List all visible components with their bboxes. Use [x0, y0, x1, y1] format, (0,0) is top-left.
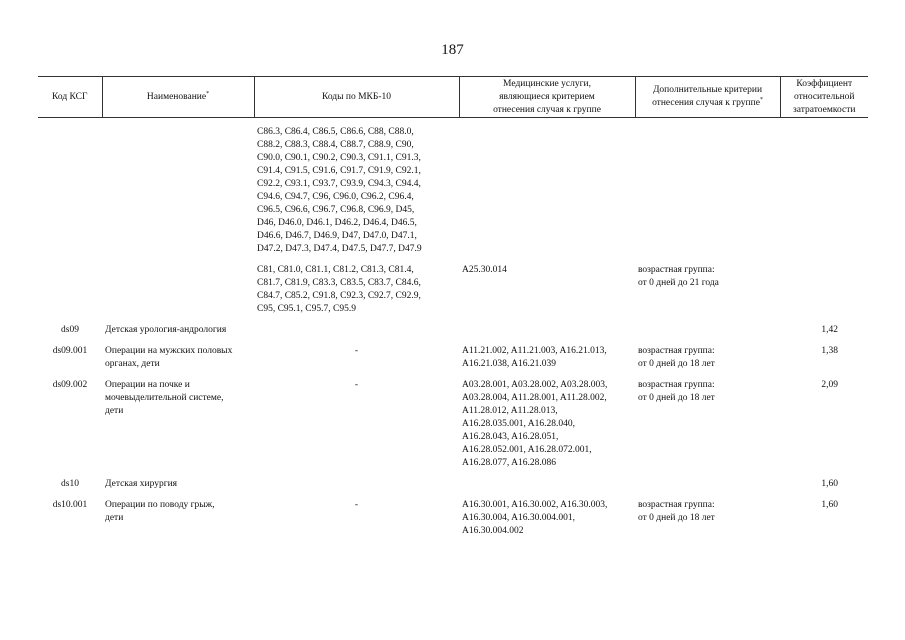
- cell-line: от 0 дней до 18 лет: [638, 359, 715, 369]
- cell-line: D46.6, D46.7, D46.9, D47, D47.0, D47.1,: [257, 231, 417, 241]
- cell-line: C90.0, C90.1, C90.2, C90.3, C91.1, C91.3,: [257, 153, 421, 163]
- cell-services: [459, 379, 635, 470]
- header-services: Медицинские услуги, являющиеся критерием отнесения случая к группе: [459, 77, 635, 118]
- table-spacer: [38, 371, 868, 379]
- cell-line: -: [354, 346, 359, 356]
- cell-criteria: [635, 126, 780, 256]
- cell-code: ds10.001: [52, 500, 88, 510]
- cell-line: дети: [105, 406, 124, 416]
- table-spacer: [38, 538, 868, 546]
- table-row: [38, 126, 868, 256]
- cell-line: мочевыделительной системе,: [105, 393, 224, 403]
- cell-criteria: [635, 499, 780, 538]
- header-mkb: Коды по МКБ-10: [254, 77, 459, 118]
- cell-line: A03.28.001, A03.28.002, A03.28.003,: [462, 380, 608, 390]
- cell-name: [102, 478, 254, 491]
- table-spacer: [38, 118, 868, 127]
- cell-line: A16.28.043, A16.28.051,: [462, 432, 559, 442]
- header-name: Наименование*: [102, 77, 254, 118]
- cell-line: C96.5, C96.6, C96.7, C96.8, C96.9, D45,: [257, 205, 415, 215]
- cell-coef: [780, 264, 868, 316]
- table-row: [38, 324, 868, 337]
- cell-line: Операции на почке и: [105, 380, 190, 390]
- cell-name: [102, 499, 254, 538]
- cell-criteria: [635, 379, 780, 470]
- cell-line: A16.28.035.001, A16.28.040,: [462, 419, 575, 429]
- page-number: 187: [441, 42, 464, 58]
- header-criteria: Дополнительные критерии отнесения случая к группе*: [635, 77, 780, 118]
- table-row: [38, 379, 868, 470]
- cell-line: возрастная группа:: [638, 500, 715, 510]
- cell-line: Операции на мужских половых: [105, 346, 233, 356]
- table-spacer: [38, 337, 868, 345]
- cell-line: Детская урология-андрология: [105, 325, 227, 335]
- cell-coef: 2,09: [821, 380, 838, 390]
- cell-criteria: [635, 478, 780, 491]
- cell-line: A16.30.004.002: [462, 526, 524, 536]
- cell-code: ds09: [61, 325, 79, 335]
- cell-line: A16.28.052.001, A16.28.072.001,: [462, 445, 592, 455]
- cell-name: [102, 345, 254, 371]
- cell-name: [102, 324, 254, 337]
- header-code: Код КСГ: [38, 77, 102, 118]
- table-spacer: [38, 316, 868, 324]
- cell-mkb: [254, 324, 459, 337]
- cell-criteria: [635, 324, 780, 337]
- cell-mkb: [254, 478, 459, 491]
- cell-line: A25.30.014: [462, 265, 507, 275]
- cell-name: [102, 126, 254, 256]
- cell-services: [459, 264, 635, 316]
- cell-line: A03.28.004, A11.28.001, A11.28.002,: [462, 393, 607, 403]
- table-row: [38, 264, 868, 316]
- cell-code: ds09.001: [52, 346, 88, 356]
- cell-services: [459, 499, 635, 538]
- ksg-table: [38, 76, 868, 546]
- cell-services: [459, 345, 635, 371]
- cell-line: A11.28.012, A11.28.013,: [462, 406, 558, 416]
- cell-code: ds09.002: [52, 380, 88, 390]
- cell-mkb: [254, 126, 459, 256]
- cell-coef: 1,42: [821, 325, 838, 335]
- cell-code: [38, 126, 102, 256]
- cell-line: D47.2, D47.3, D47.4, D47.5, D47.7, D47.9: [257, 244, 422, 254]
- cell-line: возрастная группа:: [638, 380, 715, 390]
- cell-coef: [780, 126, 868, 256]
- cell-line: C81, C81.0, C81.1, C81.2, C81.3, C81.4,: [257, 265, 414, 275]
- header-row: [38, 77, 868, 118]
- cell-line: дети: [105, 513, 124, 523]
- cell-line: A11.21.002, A11.21.003, A16.21.013,: [462, 346, 607, 356]
- cell-services: [459, 324, 635, 337]
- cell-line: A16.21.038, A16.21.039: [462, 359, 556, 369]
- cell-criteria: [635, 345, 780, 371]
- table-spacer: [38, 491, 868, 499]
- cell-mkb: [254, 264, 459, 316]
- cell-line: C95, C95.1, C95.7, C95.9: [257, 304, 356, 314]
- cell-criteria: [635, 264, 780, 316]
- cell-line: C81.7, C81.9, C83.3, C83.5, C83.7, C84.6,: [257, 278, 421, 288]
- table-spacer: [38, 470, 868, 478]
- cell-line: -: [354, 500, 359, 510]
- cell-line: C94.6, C94.7, C96, C96.0, C96.2, C96.4,: [257, 192, 414, 202]
- cell-line: A16.28.077, A16.28.086: [462, 458, 556, 468]
- cell-mkb: [254, 345, 459, 371]
- cell-name: [102, 264, 254, 316]
- cell-coef: 1,60: [821, 479, 838, 489]
- header-coef: Коэффициент относительной затратоемкости: [780, 77, 868, 118]
- cell-coef: 1,60: [821, 500, 838, 510]
- cell-line: C84.7, C85.2, C91.8, C92.3, C92.7, C92.9,: [257, 291, 421, 301]
- cell-line: возрастная группа:: [638, 346, 715, 356]
- cell-line: Детская хирургия: [105, 479, 178, 489]
- cell-line: -: [354, 380, 359, 390]
- cell-line: Операции по поводу грыж,: [105, 500, 215, 510]
- cell-services: [459, 478, 635, 491]
- cell-code: [38, 264, 102, 316]
- cell-line: органах, дети: [105, 359, 160, 369]
- cell-line: C92.2, C93.1, C93.7, C93.9, C94.3, C94.4,: [257, 179, 421, 189]
- cell-coef: 1,38: [821, 346, 838, 356]
- table-row: [38, 345, 868, 371]
- table-row: [38, 478, 868, 491]
- table-row: [38, 499, 868, 538]
- cell-line: от 0 дней до 21 года: [638, 278, 719, 288]
- cell-services: [459, 126, 635, 256]
- cell-line: A16.30.001, A16.30.002, A16.30.003,: [462, 500, 608, 510]
- cell-line: D46, D46.0, D46.1, D46.2, D46.4, D46.5,: [257, 218, 417, 228]
- cell-line: C86.3, C86.4, C86.5, C86.6, C88, C88.0,: [257, 127, 414, 137]
- cell-line: C88.2, C88.3, C88.4, C88.7, C88.9, C90,: [257, 140, 414, 150]
- table-spacer: [38, 256, 868, 264]
- cell-line: возрастная группа:: [638, 265, 715, 275]
- cell-mkb: [254, 499, 459, 538]
- cell-line: A16.30.004, A16.30.004.001,: [462, 513, 575, 523]
- cell-mkb: [254, 379, 459, 470]
- cell-line: от 0 дней до 18 лет: [638, 393, 715, 403]
- cell-name: [102, 379, 254, 470]
- cell-code: ds10: [61, 479, 79, 489]
- cell-line: от 0 дней до 18 лет: [638, 513, 715, 523]
- cell-line: C91.4, C91.5, C91.6, C91.7, C91.9, C92.1,: [257, 166, 421, 176]
